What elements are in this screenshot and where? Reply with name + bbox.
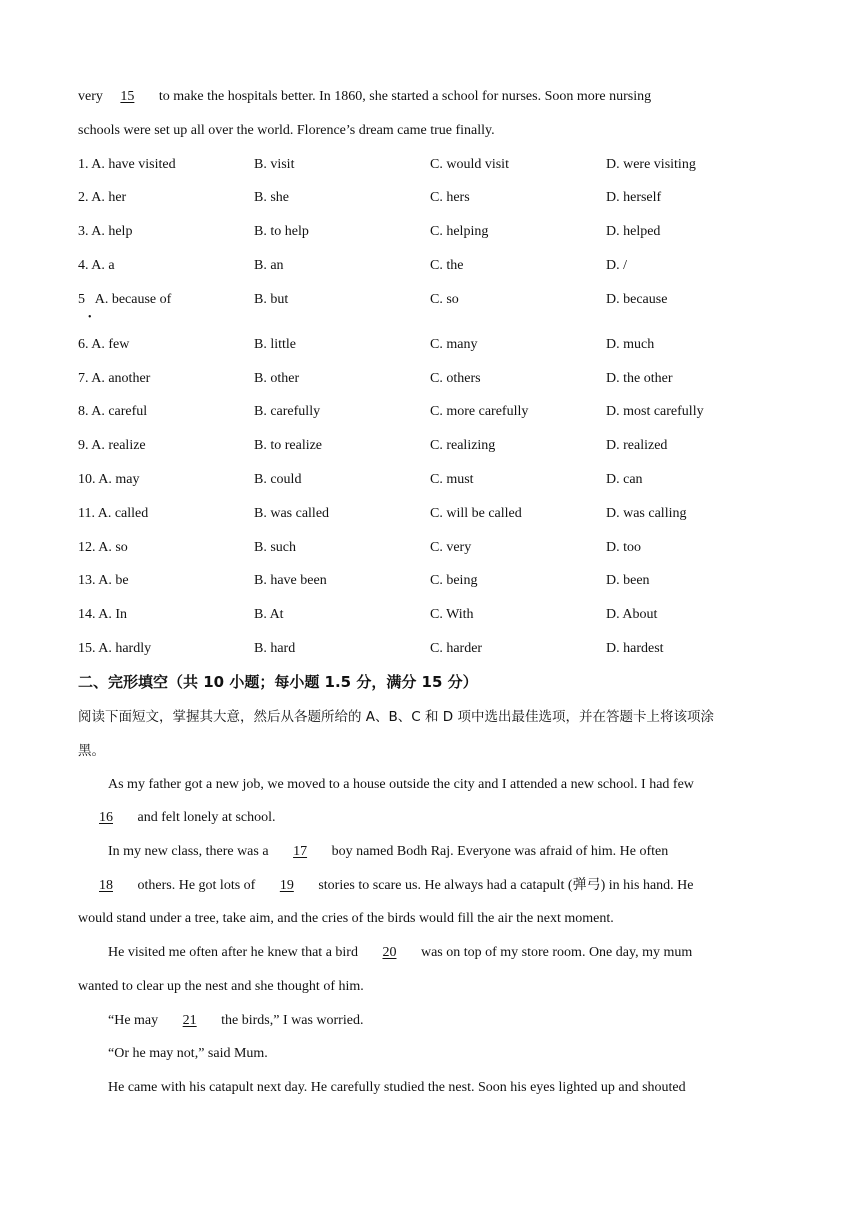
- option-d: D. About: [606, 607, 658, 622]
- question-row-15: [78, 639, 788, 659]
- option-c: C. harder: [430, 641, 483, 656]
- question-row-8: [78, 402, 788, 422]
- question-row-12: [78, 538, 788, 558]
- option-c: C. realizing: [430, 438, 496, 453]
- question-row-9: [78, 436, 788, 456]
- passage-line: [78, 808, 276, 828]
- option-d: D. hardest: [606, 641, 664, 656]
- passage-line: wanted to clear up the nest and she thought of him.: [78, 979, 364, 994]
- passage-line: [78, 87, 651, 107]
- option-a: 12. A. so: [78, 540, 128, 555]
- text-run: the birds,” I was worried.: [217, 1013, 364, 1028]
- passage-line: schools were set up all over the world. Florence’s dream came true finally.: [78, 123, 495, 138]
- option-a: 15. A. hardly: [78, 641, 152, 656]
- option-d: D. was calling: [606, 506, 687, 521]
- option-a: 7. A. another: [78, 371, 151, 386]
- option-b: B. carefully: [254, 404, 321, 419]
- blank-18: 18: [99, 878, 113, 893]
- question-row-11: [78, 504, 788, 524]
- option-a: 13. A. be: [78, 573, 129, 588]
- question-row-14: [78, 605, 788, 625]
- passage-line: [108, 1011, 363, 1031]
- option-a: 9. A. realize: [78, 438, 146, 453]
- passage-line: would stand under a tree, take aim, and the cries of the birds would fill the air the next moment.: [78, 911, 614, 926]
- passage-line: [108, 943, 692, 963]
- option-d: D. /: [606, 258, 627, 273]
- blank-19: 19: [279, 878, 294, 893]
- question-row-4: [78, 256, 788, 276]
- text-run: “He may: [108, 1013, 162, 1028]
- option-b: B. to help: [254, 224, 309, 239]
- option-c: C. the: [430, 258, 464, 273]
- option-c: C. would visit: [430, 157, 509, 172]
- text-run: stories to scare us. He always had a catapult (弹弓) in his hand. He: [314, 878, 694, 893]
- option-a: 5 A. because of: [78, 292, 172, 307]
- passage-line: As my father got a new job, we moved to a house outside the city and I attended a new school. I had few: [108, 777, 694, 792]
- text-run: was on top of my store room. One day, my mum: [417, 945, 693, 960]
- text-run: boy named Bodh Raj. Everyone was afraid of him. He often: [328, 844, 669, 859]
- text-run: to make the hospitals better. In 1860, she started a school for nurses. Soon more nursing: [155, 89, 652, 104]
- question-row-3: [78, 222, 788, 242]
- option-b: B. other: [254, 371, 300, 386]
- passage-line: He came with his catapult next day. He carefully studied the nest. Soon his eyes lighted up and shouted: [108, 1080, 686, 1095]
- blank-15: 15: [120, 89, 135, 104]
- section-instructions-cont: 黑。: [78, 743, 105, 759]
- blank-17: 17: [293, 844, 308, 859]
- blank-16: 16: [99, 810, 113, 825]
- option-c: C. many: [430, 337, 478, 352]
- option-d: D. herself: [606, 190, 662, 205]
- option-c: C. others: [430, 371, 481, 386]
- option-a: 11. A. called: [78, 506, 149, 521]
- option-d: D. because: [606, 292, 668, 307]
- option-c: C. helping: [430, 224, 489, 239]
- text-run: He visited me often after he knew that a bird: [108, 945, 362, 960]
- option-b: B. was called: [254, 506, 330, 521]
- passage-line: “Or he may not,” said Mum.: [108, 1046, 268, 1061]
- option-a: 14. A. In: [78, 607, 127, 622]
- option-c: C. very: [430, 540, 472, 555]
- section-instructions: 阅读下面短文，掌握其大意，然后从各题所给的 A、B、C 和 D 项中选出最佳选项，并在答题卡上将该项涂: [78, 709, 714, 725]
- option-b: B. have been: [254, 573, 327, 588]
- question-row-2: [78, 188, 788, 208]
- option-c: C. will be called: [430, 506, 522, 521]
- option-d: D. too: [606, 540, 641, 555]
- question-row-13: [78, 571, 788, 591]
- stray-dot: •: [88, 312, 92, 323]
- option-a: 6. A. few: [78, 337, 130, 352]
- option-d: D. much: [606, 337, 655, 352]
- option-b: B. little: [254, 337, 296, 352]
- option-a: 2. A. her: [78, 190, 127, 205]
- option-a: 1. A. have visited: [78, 157, 176, 172]
- option-b: B. to realize: [254, 438, 323, 453]
- question-row-5: [78, 290, 788, 310]
- option-c: C. With: [430, 607, 474, 622]
- question-row-1: [78, 155, 788, 175]
- blank-21: 21: [182, 1013, 197, 1028]
- option-c: C. being: [430, 573, 478, 588]
- option-d: D. been: [606, 573, 650, 588]
- option-d: D. were visiting: [606, 157, 696, 172]
- question-row-10: [78, 470, 788, 490]
- option-b: B. she: [254, 190, 289, 205]
- option-d: D. most carefully: [606, 404, 704, 419]
- text-run: very: [78, 89, 107, 104]
- option-c: C. must: [430, 472, 474, 487]
- option-b: B. but: [254, 292, 289, 307]
- option-d: D. the other: [606, 371, 673, 386]
- option-a: 3. A. help: [78, 224, 133, 239]
- option-b: B. visit: [254, 157, 295, 172]
- option-a: 8. A. careful: [78, 404, 148, 419]
- option-a: 4. A. a: [78, 258, 115, 273]
- question-row-7: [78, 369, 788, 389]
- text-run: others. He got lots of: [134, 878, 259, 893]
- option-c: C. hers: [430, 190, 470, 205]
- question-row-6: [78, 335, 788, 355]
- text-run: and felt lonely at school.: [134, 810, 276, 825]
- passage-line: [108, 842, 668, 862]
- section-heading: 二、完形填空（共 10 小题；每小题 1.5 分，满分 15 分）: [78, 673, 478, 691]
- option-d: D. can: [606, 472, 643, 487]
- option-b: B. such: [254, 540, 296, 555]
- option-b: B. an: [254, 258, 284, 273]
- option-c: C. more carefully: [430, 404, 529, 419]
- passage-line: [78, 876, 694, 896]
- option-b: B. hard: [254, 641, 296, 656]
- option-d: D. helped: [606, 224, 661, 239]
- option-c: C. so: [430, 292, 459, 307]
- option-a: 10. A. may: [78, 472, 140, 487]
- blank-20: 20: [382, 945, 397, 960]
- option-d: D. realized: [606, 438, 668, 453]
- option-b: B. could: [254, 472, 302, 487]
- option-b: B. At: [254, 607, 284, 622]
- text-run: In my new class, there was a: [108, 844, 273, 859]
